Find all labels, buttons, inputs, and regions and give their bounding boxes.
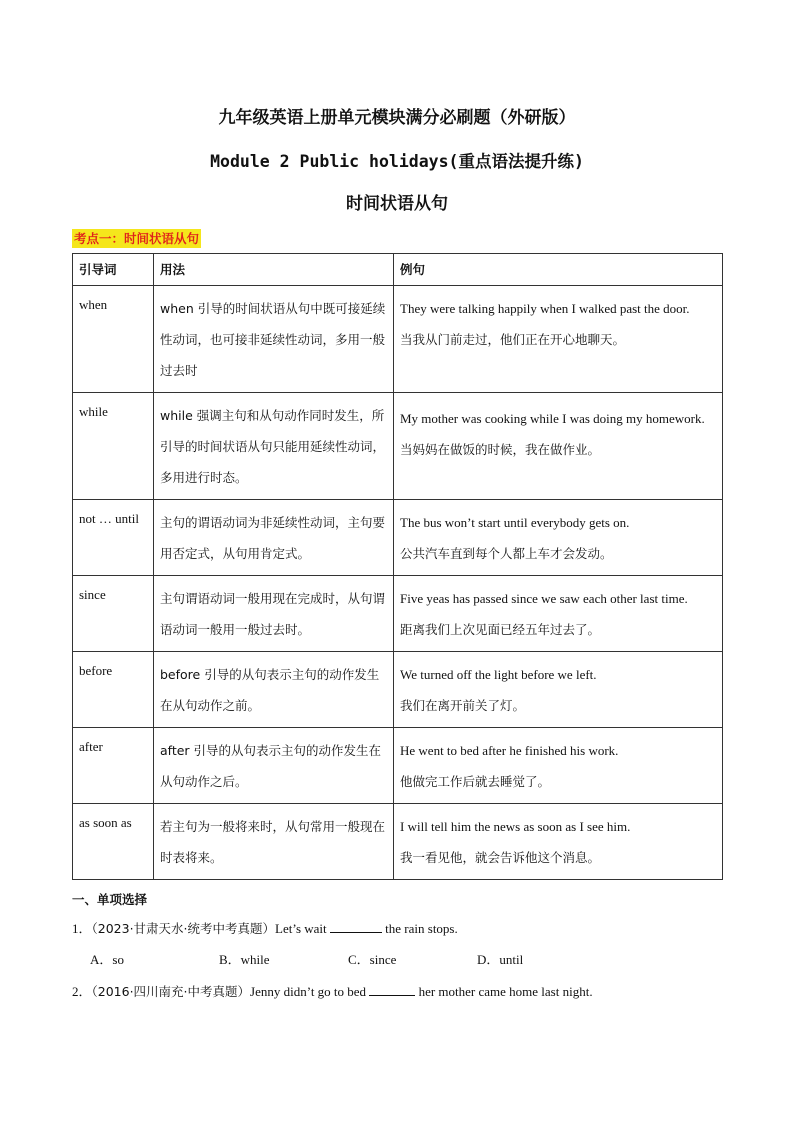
usage-cell: 主句的谓语动词为非延续性动词，主句要用否定式，从句用肯定式。 [154,500,394,576]
option-b[interactable]: B．while [219,952,270,967]
example-cell [394,393,723,500]
question-text-before: Jenny didn’t go to bed [250,984,370,999]
section-heading: 一、单项选择 [72,892,148,907]
conjunction-cell: after [73,728,154,804]
example-english: We turned off the light before we left. [400,667,597,682]
usage-cell: 主句谓语动词一般用现在完成时，从句谓语动词一般用一般过去时。 [154,576,394,652]
example-cell [394,728,723,804]
usage-cell: before 引导的从句表示主句的动作发生在从句动作之前。 [154,652,394,728]
grammar-table [72,253,723,880]
question-number: 2． [72,984,92,999]
example-cell [394,500,723,576]
example-chinese: 我们在离开前关了灯。 [400,698,526,713]
option-a[interactable]: A．so [90,952,124,967]
header-conjunction: 引导词 [73,254,154,286]
example-english: Five yeas has passed since we saw each other last time. [400,591,688,606]
key-point-tag: 考点一：时间状语从句 [74,231,200,246]
example-english: My mother was cooking while I was doing my homework. [400,411,705,426]
answer-blank[interactable] [330,920,382,933]
example-chinese: 当我从门前走过，他们正在开心地聊天。 [400,332,626,347]
conjunction-cell: before [73,652,154,728]
table-row [73,286,723,393]
question-2 [72,981,593,1000]
example-chinese: 距离我们上次见面已经五年过去了。 [400,622,601,637]
example-chinese: 我一看见他，就会告诉他这个消息。 [400,850,601,865]
question-text-after: the rain stops. [381,921,458,936]
example-cell [394,286,723,393]
usage-cell: when 引导的时间状语从句中既可接延续性动词，也可接非延续性动词，多用一般过去时 [154,286,394,393]
example-chinese: 他做完工作后就去睡觉了。 [400,774,551,789]
header-usage: 用法 [154,254,394,286]
example-chinese: 当妈妈在做饭的时候，我在做作业。 [400,442,601,457]
example-english: The bus won’t start until everybody gets on. [400,515,630,530]
table-row [73,728,723,804]
table-header-row [73,254,723,286]
module-title: Module 2 Public holidays(重点语法提升练) [210,152,584,171]
question-text-before: Let’s wait [275,921,330,936]
example-cell [394,804,723,880]
table-row [73,393,723,500]
answer-blank[interactable] [369,983,415,996]
header-example: 例句 [394,254,723,286]
question-1-options [90,949,650,968]
question-source: （2016·四川南充·中考真题） [91,984,251,999]
table-row [73,500,723,576]
question-number: 1． [72,921,92,936]
option-d[interactable]: D．until [477,952,524,967]
option-c[interactable]: C．since [348,952,397,967]
table-row [73,652,723,728]
table-row [73,576,723,652]
example-english: I will tell him the news as soon as I see him. [400,819,631,834]
example-chinese: 公共汽车直到每个人都上车才会发动。 [400,546,613,561]
document-title: 九年级英语上册单元模块满分必刷题（外研版） [218,108,576,128]
example-cell [394,652,723,728]
conjunction-cell: when [73,286,154,393]
topic-title: 时间状语从句 [346,194,448,214]
question-1 [72,918,458,937]
conjunction-cell: not … until [73,500,154,576]
usage-cell: while 强调主句和从句动作同时发生，所引导的时间状语从句只能用延续性动词，多用进行时态。 [154,393,394,500]
example-cell [394,576,723,652]
conjunction-cell: as soon as [73,804,154,880]
conjunction-cell: since [73,576,154,652]
conjunction-cell: while [73,393,154,500]
table-row [73,804,723,880]
usage-cell: after 引导的从句表示主句的动作发生在从句动作之后。 [154,728,394,804]
question-source: （2023·甘肃天水·统考中考真题） [91,921,276,936]
example-english: He went to bed after he finished his work. [400,743,619,758]
usage-cell: 若主句为一般将来时，从句常用一般现在时表将来。 [154,804,394,880]
question-text-after: her mother came home last night. [415,984,593,999]
example-english: They were talking happily when I walked past the door. [400,301,690,316]
